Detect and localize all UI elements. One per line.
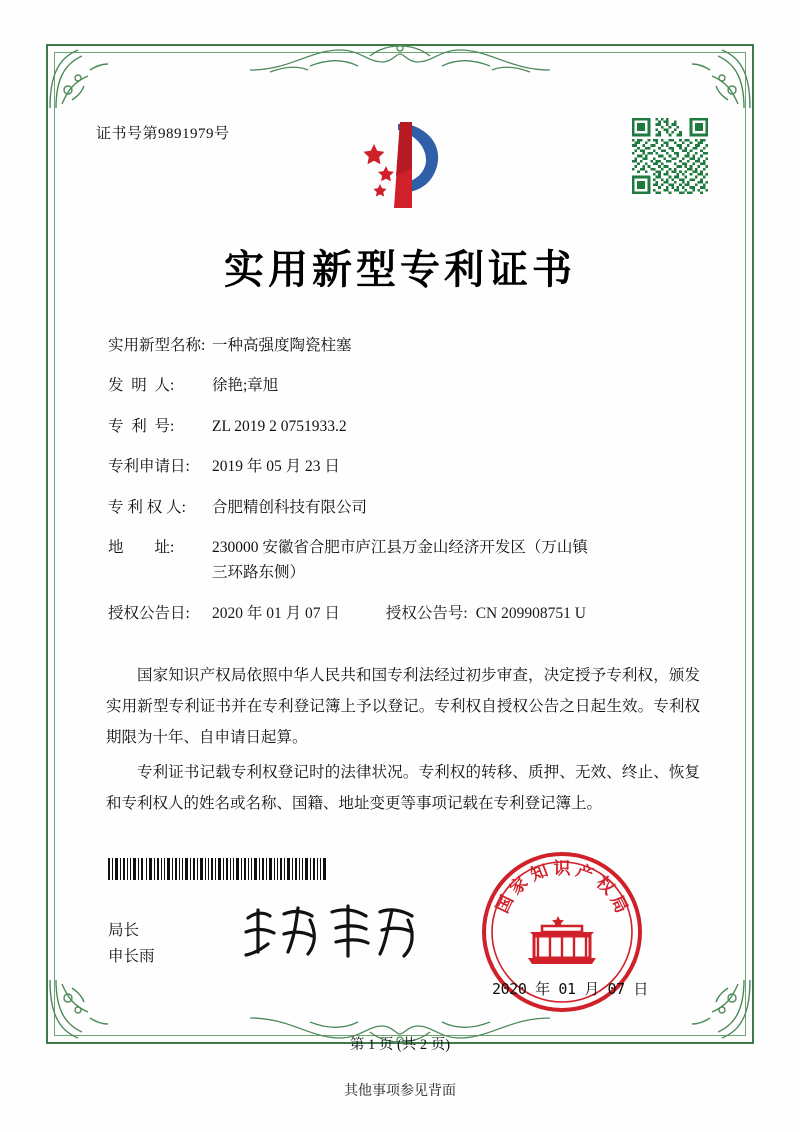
field-inventor xyxy=(108,376,700,395)
page-title: 实用新型专利证书 xyxy=(224,246,576,293)
field-label: 专利申请日: xyxy=(108,458,190,476)
qr-code-icon xyxy=(632,118,708,194)
publication-number-value: CN 209908751 U xyxy=(475,604,586,622)
corner-ornament-icon xyxy=(48,46,112,110)
fields-section xyxy=(108,336,700,623)
field-value: 合肥精创科技有限公司 xyxy=(212,498,368,516)
corner-ornament-icon xyxy=(688,46,752,110)
svg-text:识: 识 xyxy=(553,859,571,879)
publication-date-label: 授权公告日: xyxy=(108,604,190,622)
field-publication xyxy=(108,604,700,623)
director-name-label: 申长雨 xyxy=(108,948,155,966)
barcode-icon xyxy=(108,858,326,880)
field-value: ZL 2019 2 0751933.2 xyxy=(212,417,347,435)
signature-labels xyxy=(108,918,155,971)
svg-text:局: 局 xyxy=(605,892,632,917)
field-utility-model-name xyxy=(108,336,700,355)
field-application-date xyxy=(108,457,700,476)
director-title-label: 局长 xyxy=(108,922,140,939)
publication-number-label: 授权公告号: xyxy=(385,604,468,622)
field-label: 专 利 权 人: xyxy=(108,498,186,516)
field-label: 地 址: xyxy=(108,538,175,556)
publication-date-group xyxy=(108,604,340,623)
paragraph-2: 专利证书记载专利权登记时的法律状况。专利权的转移、质押、无效、终止、恢复和专利权人的姓名或名称、国籍、地址变更等事项记载在专利登记簿上。 xyxy=(106,764,700,812)
handwritten-signature-icon xyxy=(240,898,420,966)
svg-text:知: 知 xyxy=(527,860,551,886)
field-label: 发 明 人: xyxy=(108,377,175,395)
svg-text:产: 产 xyxy=(573,860,597,886)
address-line-2: 三环路东侧） xyxy=(212,564,306,582)
publication-number-group xyxy=(386,604,586,623)
svg-text:权: 权 xyxy=(591,872,619,900)
footnote: 其他事项参见背面 xyxy=(344,1084,456,1099)
svg-text:家: 家 xyxy=(505,872,533,900)
cnipa-logo-icon xyxy=(352,118,458,214)
paragraph-1: 国家知识产权局依照中华人民共和国专利法经过初步审查，决定授予专利权，颁发实用新型专利证书并在专利登记簿上予以登记。专利权自授权公告之日起生效。专利权期限为十年、自申请日起算。 xyxy=(106,667,700,746)
address-line-1: 230000 安徽省合肥市庐江县万金山经济开发区（万山镇 xyxy=(212,538,588,556)
field-value: 一种高强度陶瓷柱塞 xyxy=(212,337,352,354)
publication-date-value: 2020 年 01 月 07 日 xyxy=(212,604,340,622)
svg-text:国: 国 xyxy=(492,892,519,917)
field-value-group xyxy=(212,538,700,583)
field-label: 专 利 号: xyxy=(108,417,175,435)
field-value: 2019 年 05 月 23 日 xyxy=(212,458,340,476)
certificate-number: 证书号第9891979号 xyxy=(96,126,230,142)
field-patent-number xyxy=(108,417,700,436)
seal-date: 2020 年 01 月 07 日 xyxy=(492,980,649,998)
top-flourish-icon xyxy=(250,40,550,80)
field-value: 徐艳;章旭 xyxy=(212,377,279,395)
field-label: 实用新型名称: xyxy=(108,337,206,354)
field-patentee xyxy=(108,498,700,517)
body-text xyxy=(106,660,700,823)
page-indicator: 第 1 页 (共 2 页) xyxy=(349,1037,451,1053)
field-address xyxy=(108,538,700,583)
